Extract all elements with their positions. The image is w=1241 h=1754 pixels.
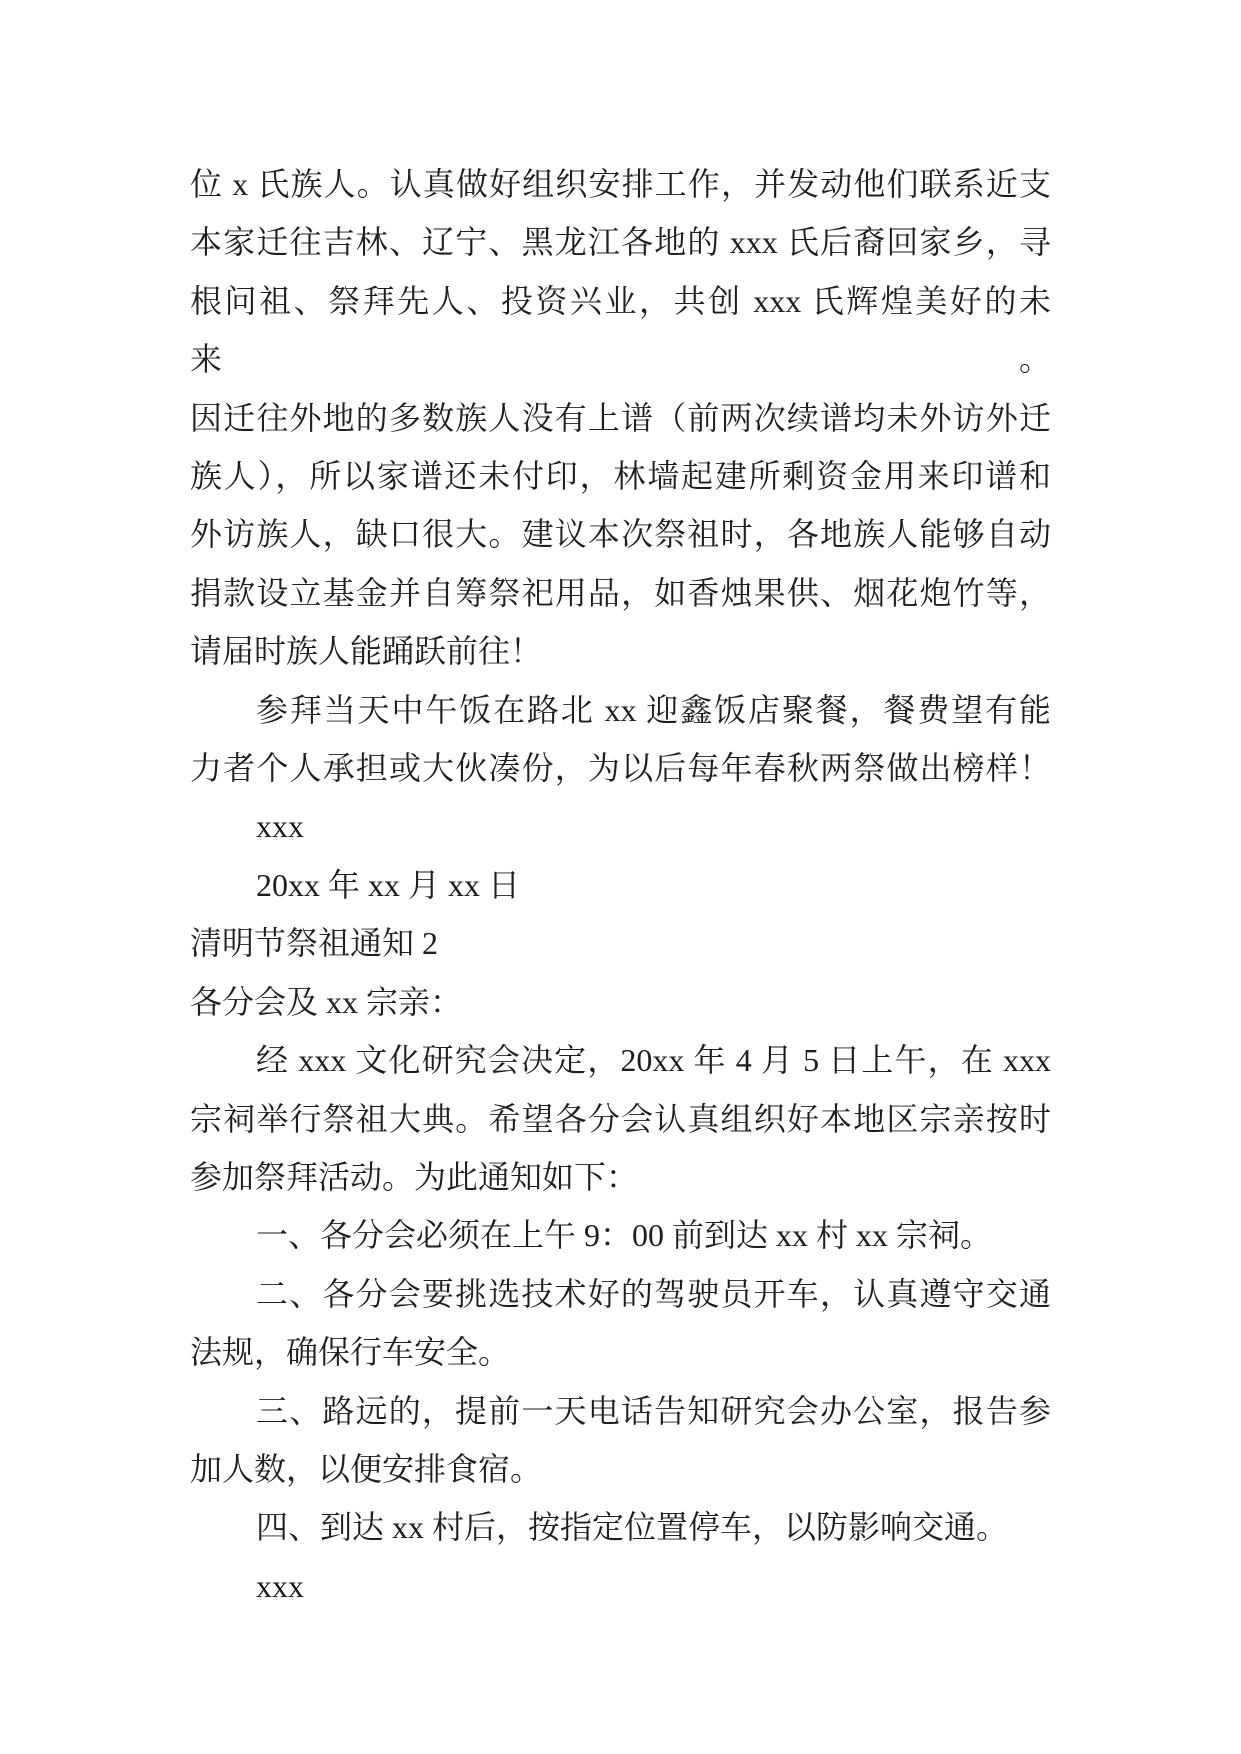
paragraph-intro <box>190 1031 1051 1206</box>
salutation: 各分会及 xx 宗亲： <box>190 983 463 1020</box>
body-text-line: 力者个人承担或大伙凑份，为以后每年春秋两祭做出榜样！ <box>190 750 1051 787</box>
notice-item-2 <box>190 1265 1051 1382</box>
body-text-line: 宗祠举行祭祖大典。希望各分会认真组织好本地区宗亲按时 <box>190 1100 1051 1137</box>
document-body <box>190 155 1051 1615</box>
body-text-line: 捐款设立基金并自筹祭祀用品，如香烛果供、烟花炮竹等， <box>190 574 1051 611</box>
notice-item-1 <box>190 1206 1051 1264</box>
notice-item-3 <box>190 1382 1051 1499</box>
list-item-line: 法规，确保行车安全。 <box>190 1334 511 1371</box>
body-text-line: 位 x 氏族人。认真做好组织安排工作，并发动他们联系近支 <box>190 166 1051 202</box>
list-item-line: 加人数，以便安排食宿。 <box>190 1450 543 1487</box>
date-line: 20xx 年 xx 月 xx 日 <box>256 866 521 903</box>
paragraph-meal <box>190 681 1051 798</box>
body-text-line: 请届时族人能踊跃前往！ <box>190 633 543 670</box>
body-text-line: 根问祖、祭拜先人、投资兴业，共创 xxx 氏辉煌美好的未来。 <box>190 282 1051 378</box>
list-item-line: 四、到达 xx 村后，按指定位置停车，以防影响交通。 <box>256 1509 1009 1546</box>
list-item-line: 一、各分会必须在上午 9：00 前到达 xx 村 xx 宗祠。 <box>256 1217 993 1254</box>
list-item-line: 三、路远的，提前一天电话告知研究会办公室，报告参 <box>256 1392 1051 1429</box>
notice-title: 清明节祭祖通知 2 <box>190 925 439 962</box>
body-text-line: 经 xxx 文化研究会决定，20xx 年 4 月 5 日上午，在 xxx <box>256 1042 1051 1079</box>
body-text-line: 参拜当天中午饭在路北 xx 迎鑫饭店聚餐，餐费望有能 <box>256 691 1051 728</box>
list-item-line: 二、各分会要挑选技术好的驾驶员开车，认真遵守交通 <box>256 1275 1051 1312</box>
signature: xxx <box>256 1567 304 1604</box>
paragraph-organize-clan <box>190 155 1051 681</box>
body-text-line: 族人），所以家谱还未付印，林墙起建所剩资金用来印谱和 <box>190 458 1051 495</box>
body-text-line: 参加祭拜活动。为此通知如下： <box>190 1158 639 1195</box>
notice-item-4 <box>190 1498 1051 1556</box>
body-text-line: 本家迁往吉林、辽宁、黑龙江各地的 xxx 氏后裔回家乡，寻 <box>190 224 1051 261</box>
body-text-line: 外访族人，缺口很大。建议本次祭祖时，各地族人能够自动 <box>190 516 1051 553</box>
signature: xxx <box>256 808 304 845</box>
body-text-line: 因迁往外地的多数族人没有上谱（前两次续谱均未外访外迁 <box>190 399 1051 436</box>
